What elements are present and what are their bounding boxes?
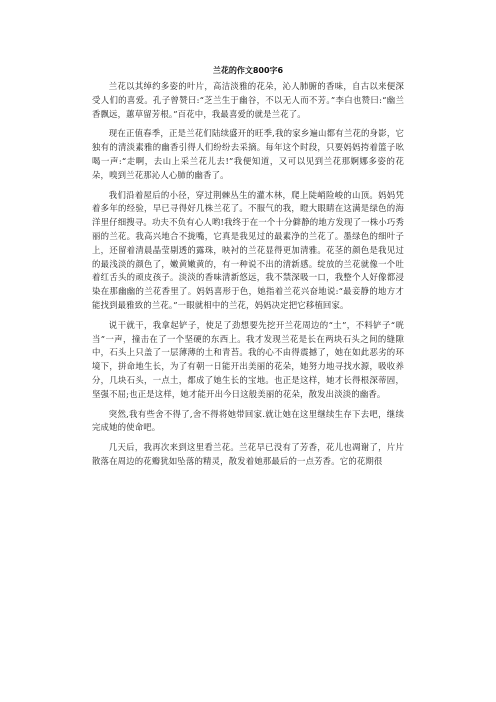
paragraph-3: 我们沿着屋后的小径，穿过荆棘丛生的灌木林，爬上陡峭险峻的山顶。妈妈凭着多年的经验，早已寻得好几株兰花了。不服气的我，瞪大眼睛在这满是绿色的海洋里仔细搜寻。功夫不负有心人哟!我终于在一个十分僻静的地方发现了一株小巧秀丽的兰花。我高兴地合不拢嘴，它真是我见过的最素净的兰花了。墨绿色的细叶子上，还留着清晨晶莹剔透的露珠，映衬的兰花显得更加清雅。花茎的颜色是我见过的最浅淡的颜色了，嫩黄嫩黄的，有一种说不出的清新感。绽放的兰花就像一个吐着红舌头的顽皮孩子。淡淡的香味清新悠远，我不禁深吸一口，我整个人好像都浸染在那幽幽的兰花香里了。妈妈喜形于色，她指着兰花兴奋地说:“最妾静的地方才能找到最雅致的兰花。”一眼就相中的兰花，妈妈决定把它移植回家。 (92, 189, 404, 310)
paragraph-4: 说干就干，我拿起铲子，使足了劲想要先挖开兰花周边的“土”，不料铲子“咣当”一声，撞击在了一个坚硬的东西上。我才发现兰花是长在两块石头之间的缝隙中，石头上只盖了一层薄薄的土和青苔。我的心不由得震撼了，她在如此恶劣的环境下，拼命地生长，为了有朝一日能开出美丽的花朵，她努力地寻找水源，吸收养分，几块石头，一点土，都成了她生长的宝地。也正是这样，她才长得根深蒂固，坚强不屈;也正是这样，她才能开出今日这般美丽的花朵，散发出淡淡的幽香。 (92, 319, 404, 399)
paragraph-5: 突然,我有些舍不得了,舍不得将她带回家.就让她在这里继续生存下去吧，继续完成她的使命吧。 (92, 408, 404, 433)
document-title: 兰花的作文800字6 (212, 66, 284, 75)
paragraph-6: 几天后，我再次来到这里看兰花。兰花早已没有了芳香，花儿也凋谢了，片片散落在周边的花瓣犹如坠落的精灵，散发着她那最后的一点芳香。它的花期很 (92, 442, 404, 466)
document-body (92, 64, 404, 469)
paragraph-2: 现在正值春季，正是兰花们陆续盛开的旺季,我的家乡遍山都有兰花的身影，它独有的清淡素雅的幽香引得人们纷纷去采摘。每年这个时段，只要妈妈挎着篮子吆喝一声:“走啊，去山上采兰花儿去!”我便知道，又可以见到兰花那婀娜多姿的花朵，嗅到兰花那沁人心肺的幽香了。 (92, 128, 404, 180)
paragraph-1: 兰花以其绰约多姿的叶片，高洁淡雅的花朵，沁人肺腑的香味，自古以来便深受人们的喜爱。孔子曾赞曰:“芝兰生于幽谷，不以无人而不芳。”李白也赞曰:“幽兰香飘远，蕙草留芳根。”百花中，我最喜爱的就是兰花了。 (92, 81, 404, 119)
